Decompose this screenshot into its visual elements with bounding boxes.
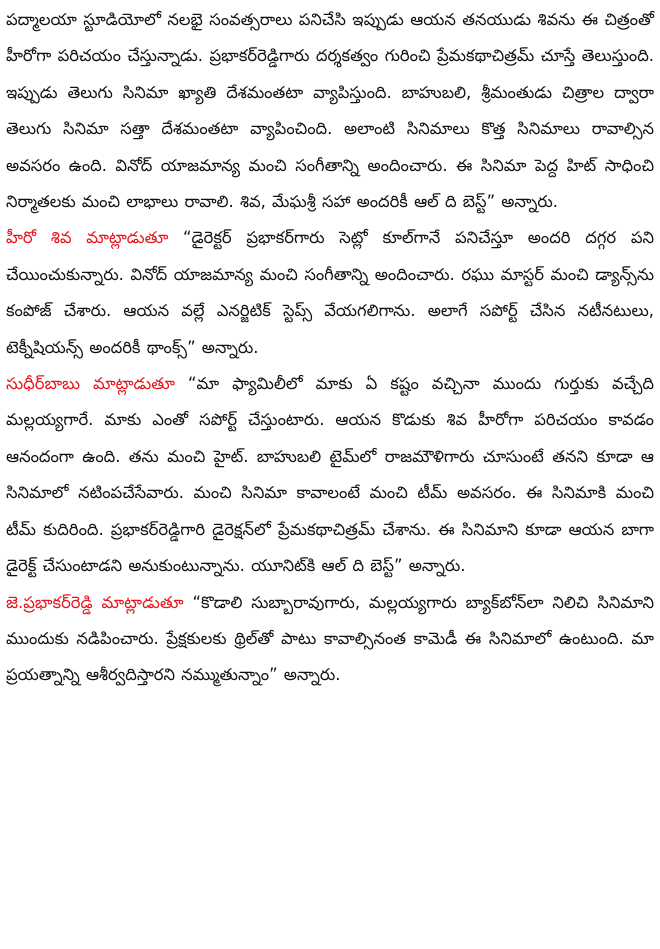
paragraph-intro <box>6 2 654 220</box>
paragraph-speaker: జె.ప్రభాకర్‌రెడ్డి మాట్లాడుతూ <box>6 592 184 612</box>
paragraph-director <box>6 585 654 694</box>
paragraph-sudheer-babu <box>6 366 654 584</box>
paragraph-text: “డైరెక్టర్ ప్రభాకర్‌గారు సెట్లో కూల్‌గానే పనిచేస్తూ అందరి దగ్గర పని చేయించుకున్నారు. వినోద్ యాజమాన్య మంచి సంగీతాన్ని అందించారు. రఘు మాస్టర్ మంచి డ్యాన్స్‌ను కంపోజ్ చేశారు. ఆయన వల్లే ఎనర్జిటిక్ స్టెప్స్ వేయగలిగాను. అలాగే సపోర్ట్ చేసిన నటీనటులు, టెక్నీషియన్స్ అందరికీ థాంక్స్” అన్నారు. <box>6 228 655 357</box>
paragraph-speaker: హీరో శివ మాట్లాడుతూ <box>6 228 169 248</box>
paragraph-text: పద్మాలయా స్టూడియోలో నలభై సంవత్సరాలు పనిచేసి ఇప్పుడు ఆయన తనయుడు శివను ఈ చిత్రంతో హీరోగా పరిచయం చేస్తున్నాడు. ప్రభాకర్‌రెడ్డిగారు దర్శకత్వం గురించి ప్రేమకథాచిత్రమ్ చూస్తే తెలుస్తుంది. ఇప్పుడు తెలుగు సినిమా ఖ్యాతి దేశమంతటా వ్యాపిస్తుంది. బాహుబలి, శ్రీమంతుడు చిత్రాల ద్వారా తెలుగు సినిమా సత్తా దేశమంతటా వ్యాపించింది. అలాంటి సినిమాలు కొత్త సినిమాలు రావాల్సిన అవసరం ఉంది. వినోద్ యాజమాన్య మంచి సంగీతాన్ని అందించారు. ఈ సినిమా పెద్ద హిట్ సాధించి నిర్మాతలకు మంచి లాభాలు రావాలి. శివ, మేఘశ్రీ సహా అందరికీ ఆల్ ది బెస్ట్” అన్నారు. <box>6 10 654 212</box>
paragraph-hero-shiva <box>6 220 654 366</box>
paragraph-text: “కొడాలి సుబ్బారావుగారు, మల్లయ్యగారు బ్యాక్‌బోన్‌లా నిలిచి సినిమాని ముందుకు నడిపించారు. ప్రేక్షకులకు థ్రిల్‌తో పాటు కావాల్సినంత కామెడీ ఈ సినిమాలో ఉంటుంది. మా ప్రయత్నాన్ని ఆశీర్వదిస్తారని నమ్ముతున్నాం” అన్నారు. <box>6 592 654 685</box>
paragraph-speaker: సుధీర్‌బాబు మాట్లాడుతూ <box>6 374 176 394</box>
paragraph-text: “మా ఫ్యామిలీలో మాకు ఏ కష్టం వచ్చినా ముందు గుర్తుకు వచ్చేది మల్లయ్యగారే. మాకు ఎంతో సపోర్ట్ చేస్తుంటారు. ఆయన కొడుకు శివ హీరోగా పరిచయం కావడం ఆనందంగా ఉంది. తను మంచి హైట్. బాహుబలి టైమ్‌లో రాజమౌళిగారు చూసుంటే తనని కూడా ఆ సినిమాలో నటింపచేసేవారు. మంచి సినిమా కావాలంటే మంచి టీమ్ అవసరం. ఈ సినిమాకి మంచి టీమ్ కుదిరింది. ప్రభాకర్‌రెడ్డిగారి డైరెక్షన్‌లో ప్రేమకథాచిత్రమ్ చేశాను. ఈ సినిమాని కూడా ఆయన బాగా డైరెక్ట్ చేసుంటాడని అనుకుంటున్నాను. యూనిట్‌కి ఆల్ ది బెస్ట్” అన్నారు. <box>6 374 655 576</box>
